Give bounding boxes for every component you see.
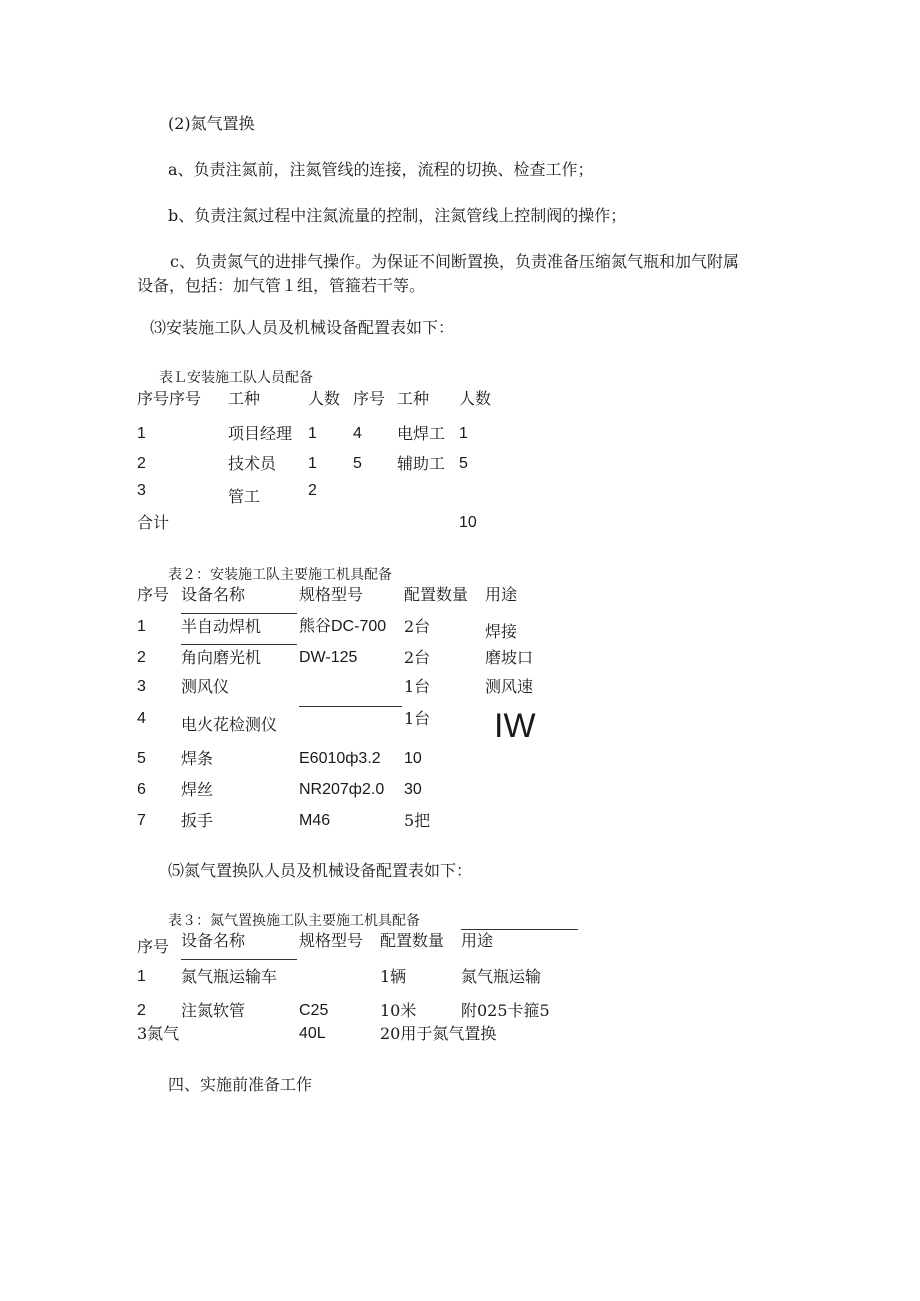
- table3-cell: 10米: [380, 1001, 417, 1020]
- table1-header: 人数: [308, 389, 341, 408]
- table2-header: 规格型号: [299, 585, 364, 604]
- table1-cell: 辅助工: [397, 454, 446, 473]
- table-rule: [181, 959, 297, 960]
- table2-cell: 10: [404, 750, 422, 767]
- table2-caption: 表２：安装施工队主要施工机具配备: [168, 567, 392, 583]
- section-3-intro: ⑶安装施工队人员及机械设备配置表如下：: [150, 318, 455, 337]
- table2-cell: 角向磨光机: [181, 648, 262, 667]
- table3-cell: 1: [137, 968, 146, 985]
- table1-cell: 管工: [228, 487, 261, 506]
- table2-cell: 2: [137, 649, 146, 666]
- section-5-intro: ⑸氮气置换队人员及机械设备配置表如下：: [168, 861, 473, 880]
- table2-cell: 30: [404, 781, 422, 798]
- table1-header: 序号: [353, 389, 386, 408]
- paragraph-a: a、负责注氮前，注氮管线的连接，流程的切换、检查工作；: [168, 160, 594, 179]
- table1-cell: 电焊工: [397, 424, 446, 443]
- table2-cell: NR207ф2.0: [299, 781, 385, 798]
- table1-header: 工种: [397, 389, 430, 408]
- table2-cell: 测风速: [485, 677, 534, 696]
- table-rule: [181, 613, 297, 614]
- table3-cell: 2: [137, 1002, 146, 1019]
- table2-cell: 1台: [404, 677, 431, 696]
- table2-cell: 1台: [404, 709, 431, 728]
- table-rule: [181, 644, 297, 645]
- table1-cell: 1: [137, 425, 146, 442]
- table1-cell: 技术员: [228, 454, 277, 473]
- table2-cell: 焊丝: [181, 780, 214, 799]
- table1-cell: 1: [459, 425, 468, 442]
- table3-cell: 20用于氮气置换: [380, 1024, 497, 1043]
- table3-cell: 注氮软管: [181, 1001, 246, 1020]
- table2-cell: DW-125: [299, 649, 358, 666]
- table3-cell: 附025卡箍5: [461, 1001, 550, 1020]
- table3-header: 规格型号: [299, 931, 364, 950]
- table1-total-value: 10: [459, 514, 477, 531]
- section-4-heading: 四、实施前准备工作: [168, 1075, 313, 1094]
- table1-header: 工种: [228, 389, 261, 408]
- table2-cell: 电火花检测仪: [181, 715, 278, 734]
- table1-caption: 表Ｌ安装施工队人员配备: [159, 370, 313, 386]
- table-rule: [461, 929, 578, 930]
- table1-cell: 1: [308, 455, 317, 472]
- table3-cell: 40L: [299, 1025, 326, 1042]
- table1-cell: 项目经理: [228, 424, 293, 443]
- table2-cell: 2台: [404, 648, 431, 667]
- table-rule: [299, 706, 402, 707]
- table2-cell: 5把: [404, 811, 431, 830]
- table2-cell: 测风仪: [181, 677, 230, 696]
- table2-cell: 熊谷DC-700: [299, 618, 387, 635]
- table3-header: 用途: [461, 931, 494, 950]
- table2-header: 序号: [137, 585, 170, 604]
- paragraph-c-line2: 设备，包括：加气管１组，管箍若干等。: [137, 276, 426, 295]
- table1-cell: 5: [459, 455, 468, 472]
- table1-cell: 2: [137, 455, 146, 472]
- table2-cell: 7: [137, 812, 146, 829]
- table1-header: 人数: [459, 389, 492, 408]
- table2-header: 配置数量: [404, 585, 469, 604]
- table2-cell: 3: [137, 678, 146, 695]
- table2-cell: 焊接: [485, 622, 518, 641]
- table3-cell: 3氮气: [137, 1024, 180, 1043]
- table3-caption: 表３：氮气置换施工队主要施工机具配备: [168, 913, 420, 929]
- table1-total-label: 合计: [137, 513, 170, 532]
- table2-cell: IW: [494, 707, 536, 745]
- paragraph-b: b、负责注氮过程中注氮流量的控制，注氮管线上控制阀的操作；: [168, 206, 627, 225]
- table3-header: 序号: [137, 937, 170, 956]
- table2-cell: E6010ф3.2: [299, 750, 381, 767]
- table2-header: 设备名称: [181, 585, 246, 604]
- table2-cell: 1: [137, 618, 146, 635]
- table3-header: 设备名称: [181, 931, 246, 950]
- table1-cell: 4: [353, 425, 362, 442]
- table2-cell: 2台: [404, 617, 431, 636]
- table2-cell: 磨坡口: [485, 648, 534, 667]
- table2-cell: 5: [137, 750, 146, 767]
- table2-cell: M46: [299, 812, 331, 829]
- table2-cell: 焊条: [181, 749, 214, 768]
- table2-cell: 6: [137, 781, 146, 798]
- table1-header: 序号序号: [137, 389, 202, 408]
- table1-cell: 3: [137, 482, 146, 499]
- table3-cell: 氮气瓶运输: [461, 967, 542, 986]
- section-heading: (2)氮气置换: [168, 114, 255, 133]
- table1-cell: 1: [308, 425, 317, 442]
- paragraph-c-line1: c、负责氮气的进排气操作。为保证不间断置换，负责准备压缩氮气瓶和加气附属: [170, 252, 739, 271]
- table2-cell: 4: [137, 710, 146, 727]
- table3-cell: 氮气瓶运输车: [181, 967, 278, 986]
- table2-cell: 扳手: [181, 811, 214, 830]
- table1-cell: 2: [308, 482, 317, 499]
- table1-cell: 5: [353, 455, 362, 472]
- table3-cell: C25: [299, 1002, 329, 1019]
- table3-header: 配置数量: [380, 931, 445, 950]
- table3-cell: 1辆: [380, 967, 407, 986]
- table2-header: 用途: [485, 585, 518, 604]
- table2-cell: 半自动焊机: [181, 617, 262, 636]
